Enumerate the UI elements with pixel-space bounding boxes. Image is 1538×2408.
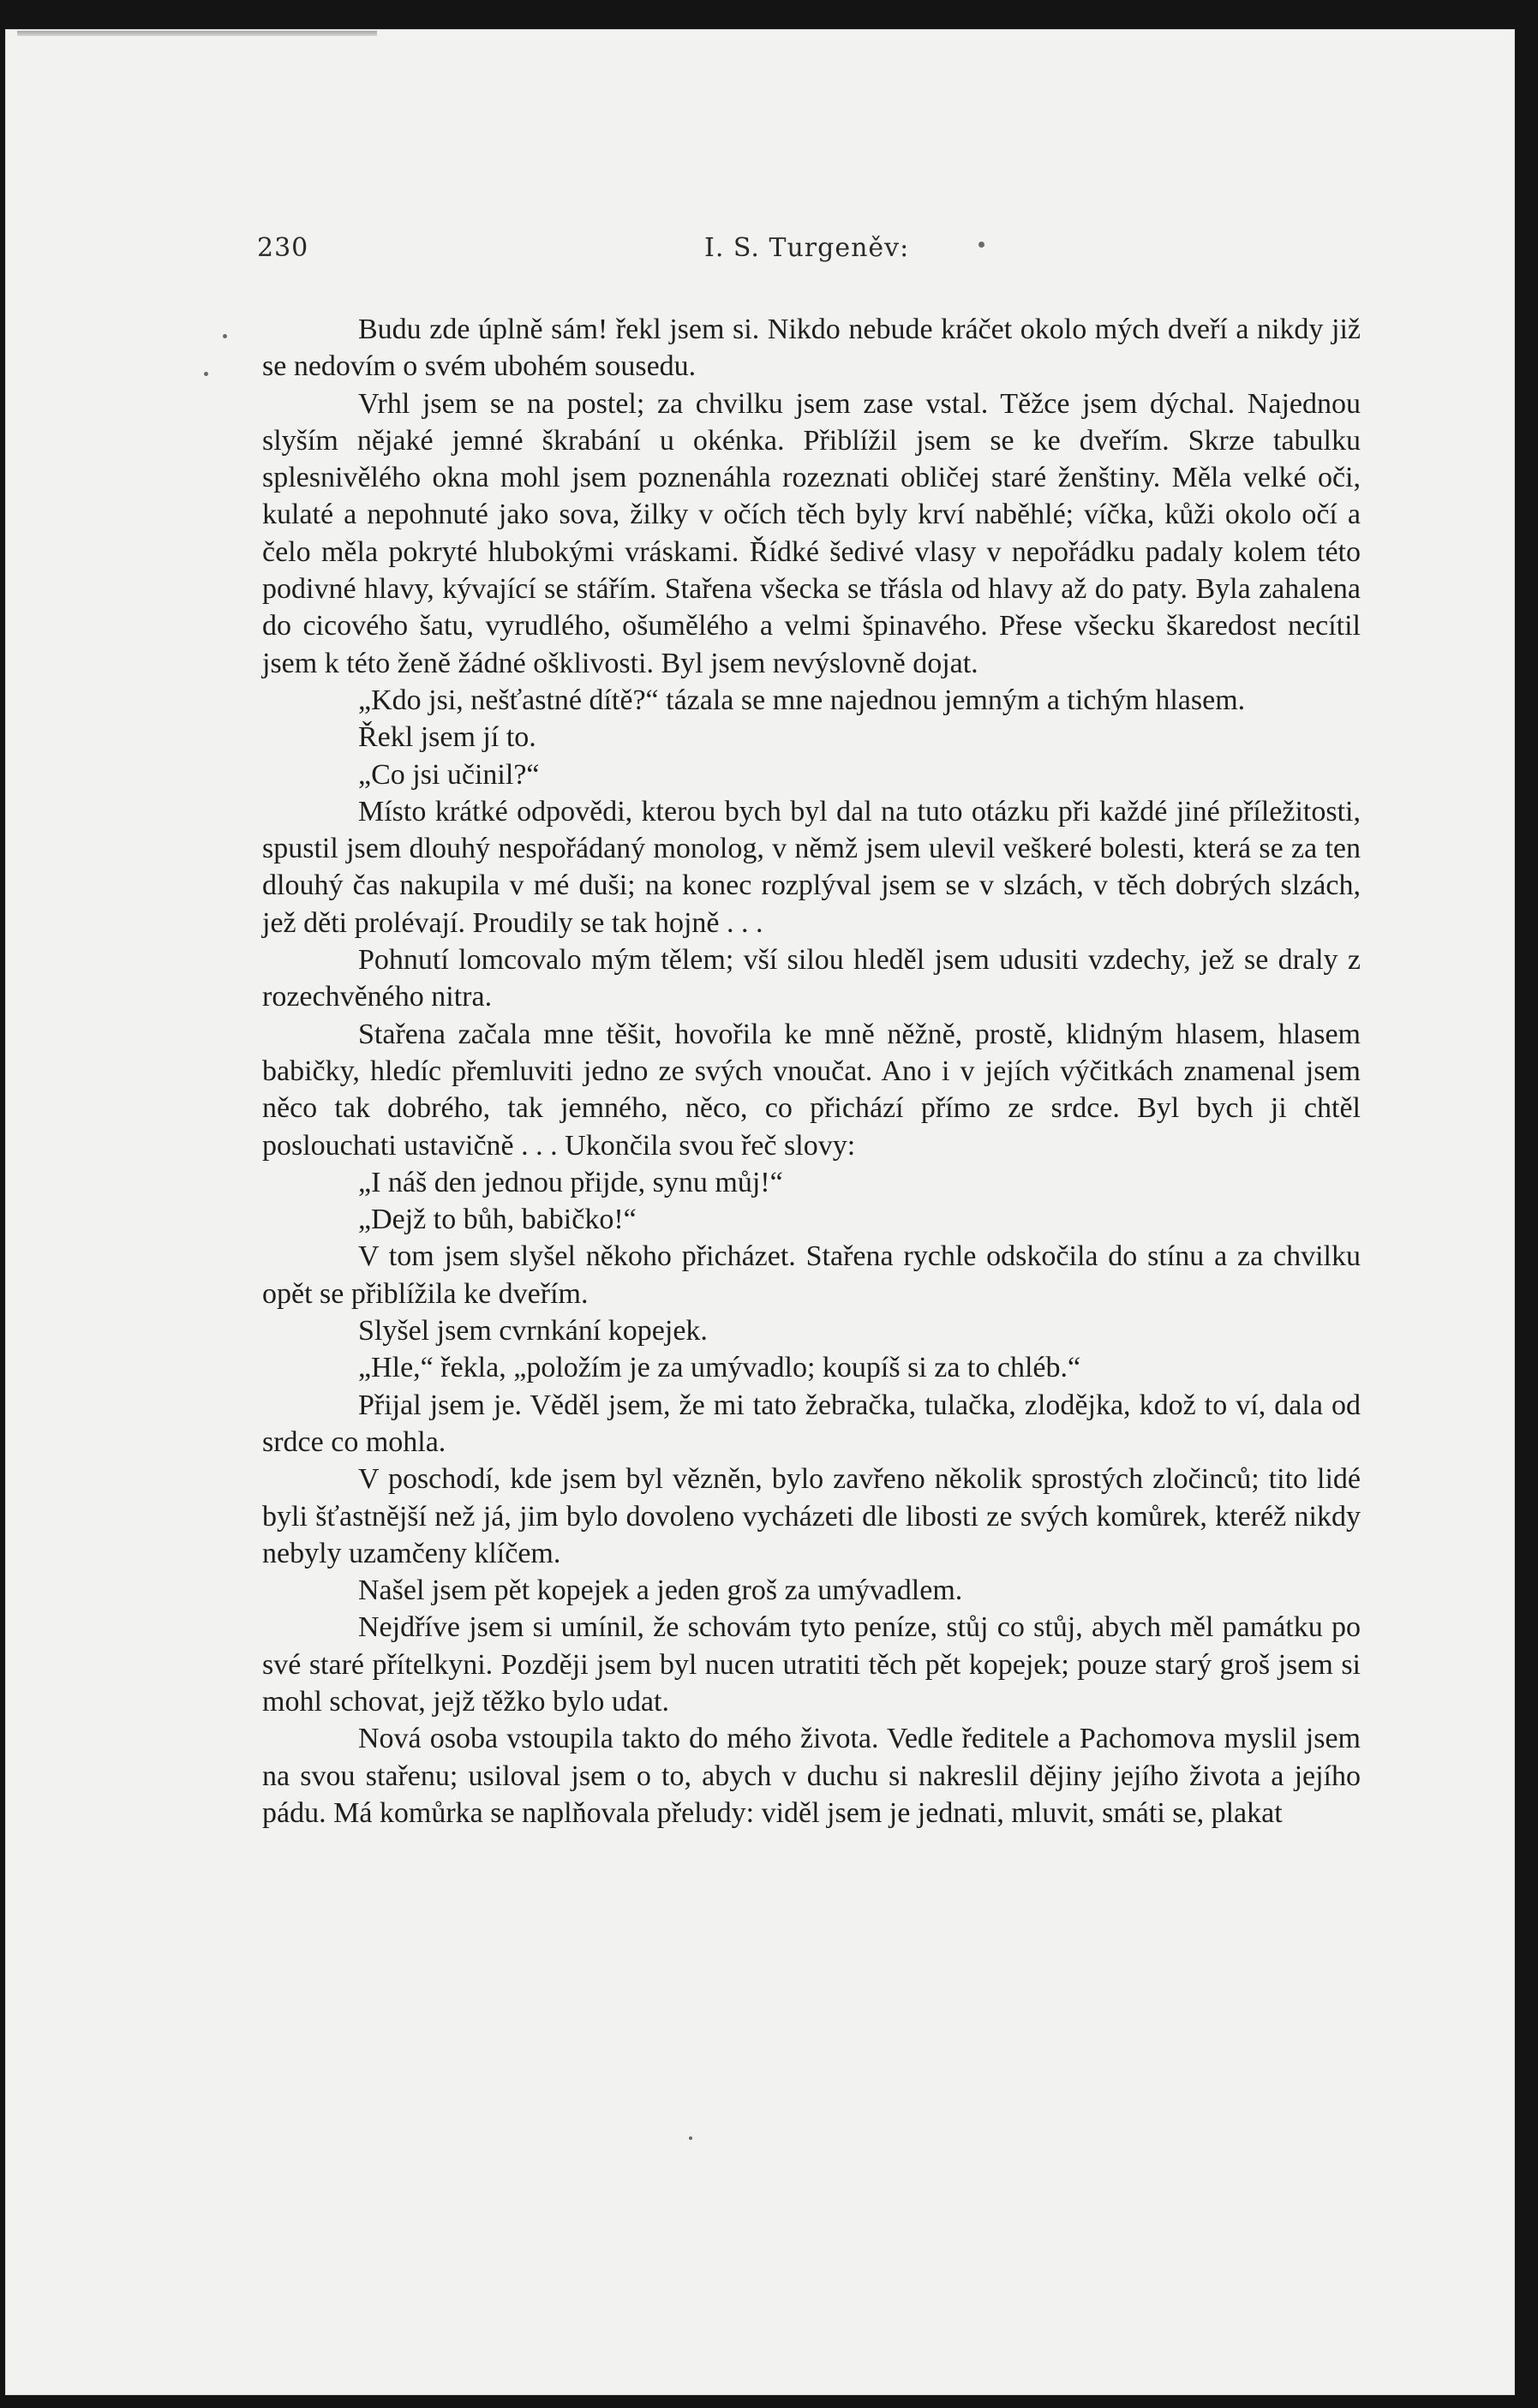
paragraph: „Kdo jsi, nešťastné dítě?“ tázala se mne najednou jemným a tichým hlasem.: [358, 684, 1246, 716]
paragraph: Budu zde úplně sám! řekl jsem si. Nikdo nebude kráčet okolo mých dveří a nikdy již se nedovím o svém ubohém sousedu.: [262, 314, 1361, 383]
paragraph: Našel jsem pět kopejek a jeden groš za umývadlem.: [358, 1574, 963, 1607]
print-speck: [223, 334, 227, 338]
page-number: 230: [257, 233, 309, 263]
paragraph: Vrhl jsem se na postel; za chvilku jsem zase vstal. Těžce jsem dýchal. Najednou slyším nějaké jemné škrabání u okénka. Přiblížil jsem se ke dveřím. Skrze tabulku splesnivělého okna mohl jsem poznenáhla rozeznati obličej staré ženštiny. Měla velké oči, kulaté a nepohnuté jako sova, žilky v očích těch byly krví naběhlé; víčka, kůži okolo očí a čelo měla pokryté hlubokými vráskami. Řídké šedivé vlasy v nepořádku padaly kolem této podivné hlavy, kývající se stářím. Stařena všecka se třásla od hlavy až do paty. Byla zahalena do cicového šatu, vyrudlého, ošumělého a velmi špinavého. Přese všecku škaredost necítil jsem k této ženě žádné ošklivosti. Byl jsem nevýslovně dojat.: [262, 387, 1361, 679]
paragraph: „Hle,“ řekla, „položím je za umývadlo; koupíš si za to chléb.“: [358, 1352, 1081, 1384]
running-head: [257, 228, 1362, 272]
paragraph: „Co jsi učinil?“: [358, 758, 540, 791]
paragraph: Stařena začala mne těšit, hovořila ke mně něžně, prostě, klidným hlasem, hlasem babičky, hledíc přemluviti jedno ze svých vnoučat. Ano i v jejích výčitkách znamenal jsem něco tak dobrého, tak jemného, něco, co přichází přímo ze srdce. Byl bych ji chtěl poslouchati ustavičně . . . Ukončila svou řeč slovy:: [262, 1018, 1361, 1162]
print-speck: [689, 2136, 692, 2140]
paragraph: „I náš den jednou přijde, synu můj!“: [358, 1166, 783, 1198]
print-speck: [978, 242, 984, 248]
running-title: I. S. Turgeněv:: [704, 233, 910, 263]
paragraph: Řekl jsem jí to.: [358, 721, 536, 754]
paragraph: Přijal jsem je. Věděl jsem, že mi tato žebračka, tulačka, zlodějka, kdož to ví, dala od srdce co mohla.: [262, 1389, 1361, 1458]
paragraph: Slyšel jsem cvrnkání kopejek.: [358, 1315, 708, 1347]
paragraph: V poschodí, kde jsem byl vězněn, bylo zavřeno několik sprostých zločinců; tito lidé byli šťastnější než já, jim bylo dovoleno vycházeti dle libosti ze svých komůrek, kteréž nikdy nebyly uzamčeny klíčem.: [262, 1463, 1361, 1569]
book-page: [5, 29, 1515, 2395]
paragraph: Nejdříve jsem si umínil, že schovám tyto peníze, stůj co stůj, abych měl památku po své staré přítelkyni. Později jsem byl nucen utratiti těch pět kopejek; pouze starý groš jsem si mohl schovat, jejž těžko bylo udat.: [262, 1611, 1361, 1718]
paragraph: Pohnutí lomcovalo mým tělem; vší silou hleděl jsem udusiti vzdechy, jež se draly z rozechvěného nitra.: [262, 944, 1361, 1013]
print-speck: [204, 372, 208, 376]
body-text: [262, 311, 1361, 2161]
paragraph: V tom jsem slyšel někoho přicházet. Stařena rychle odskočila do stínu a za chvilku opět se přiblížila ke dveřím.: [262, 1240, 1361, 1310]
paragraph: Místo krátké odpovědi, kterou bych byl dal na tuto otázku při každé jiné příležitosti, spustil jsem dlouhý nespořádaný monolog, v němž jsem ulevil veškeré bolesti, která se za ten dlouhý čas nakupila v mé duši; na konec rozplýval jsem se v slzách, v těch dobrých slzách, jež děti prolévají. Proudily se tak hojně . . .: [262, 795, 1361, 939]
paragraph: „Dejž to bůh, babičko!“: [358, 1204, 637, 1236]
page-edge-shadow: [17, 31, 377, 36]
paragraph: Nová osoba vstoupila takto do mého života. Vedle ředitele a Pachomova myslil jsem na svou stařenu; usiloval jsem o to, abych v duchu si nakreslil dějiny jejího života a jejího pádu. Má komůrka se naplňovala přeludy: viděl jsem je jednati, mluvit, smáti se, plakat: [262, 1723, 1361, 1829]
